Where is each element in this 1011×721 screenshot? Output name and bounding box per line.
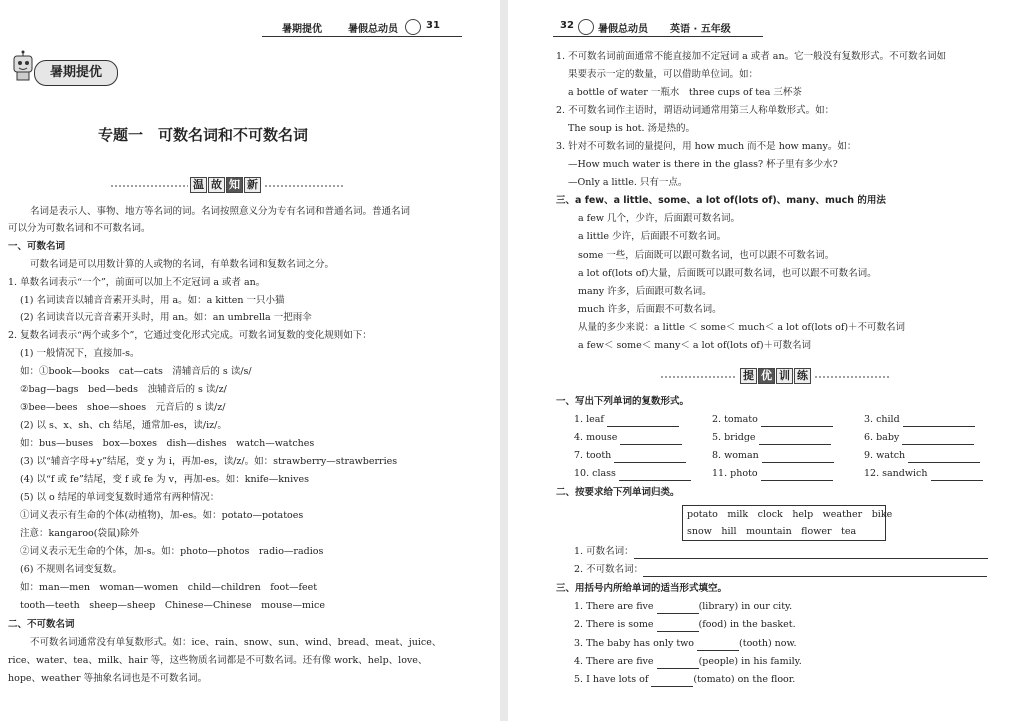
usage-line-2: a little 少许，后面跟不可数名词。: [578, 231, 727, 242]
page-gutter: [500, 0, 508, 721]
page-number: 31: [426, 20, 440, 31]
header-brand: 暑假总动员: [598, 24, 648, 35]
rule2-6-ex2: tooth—teeth sheep—sheep Chinese—Chinese mouse—mice: [20, 600, 325, 611]
ex1-item: 7. tooth: [574, 449, 686, 463]
part2-line-3: hope、weather 等抽象名词也是不可数名词。: [8, 673, 208, 684]
rule1: 1. 单数名词表示“一个”，前面可以加上不定冠词 a 或者 an。: [8, 277, 266, 288]
word-box-row: snow hill mountain flower tea: [687, 526, 857, 537]
part1-intro: 可数名词是可以用数计算的人或物的名词，有单数名词和复数名词之分。: [30, 259, 335, 270]
rule2: 2. 复数名词表示“两个或多个”，它通过变化形式完成。可数名词复数的变化规则如下：: [8, 330, 372, 341]
right-page: [508, 0, 1011, 721]
rule2-1-ex1: 如：①book—books cat—cats 清辅音后的 s 读/s/: [20, 366, 252, 377]
part3-heading: 三、a few、a little、some、a lot of(lots of)、many、much 的用法: [556, 195, 886, 206]
word-box: [682, 505, 893, 541]
answer-blank[interactable]: [657, 668, 699, 669]
intro-line-1: 名词是表示人、事物、地方等名词的词。名词按照意义分为专有名词和普通名词。普通名词: [30, 206, 411, 217]
answer-blank[interactable]: [697, 650, 739, 651]
ex1-item: 8. woman: [712, 449, 834, 463]
answer-blank[interactable]: [634, 558, 988, 559]
answer-blank[interactable]: [903, 426, 975, 427]
rule2-6-ex1: 如：man—men woman—women child—children foot—feet: [20, 582, 318, 593]
dots-left: [660, 375, 736, 381]
answer-blank[interactable]: [762, 462, 834, 463]
answer-blank[interactable]: [607, 426, 679, 427]
answer-blank[interactable]: [614, 462, 686, 463]
rule2-5-note: 注意：kangaroo(袋鼠)除外: [20, 528, 140, 539]
ex1-item: 3. child: [864, 413, 975, 427]
page-title: 专题一 可数名词和不可数名词: [98, 126, 309, 144]
rule1-b: (2) 名词读音以元音音素开头时，用 an。如：an umbrella 一把雨伞: [20, 312, 312, 323]
note-line-7: —How much water is there in the glass? 杯子里有多少水?: [568, 159, 838, 170]
header-rule: [553, 36, 763, 37]
ex1-item: 9. watch: [864, 449, 980, 463]
usage-line-5: many 许多，后面跟可数名词。: [578, 286, 712, 297]
answer-blank[interactable]: [620, 444, 682, 445]
usage-line-3: some 一些，后面既可以跟可数名词，也可以跟不可数名词。: [578, 250, 835, 261]
ex1-item: 5. bridge: [712, 431, 831, 445]
answer-blank[interactable]: [759, 444, 831, 445]
answer-blank[interactable]: [761, 426, 833, 427]
note-line-4: 2. 不可数名词作主语时，谓语动词通常用第三人称单数形式。如：: [556, 105, 835, 116]
usage-line-6: much 许多，后面跟不可数名词。: [578, 304, 722, 315]
rule2-1-ex3: ③bee—bees shoe—shoes 元音后的 s 读/z/: [20, 402, 226, 413]
note-line-3: a bottle of water 一瓶水 three cups of tea 三杯茶: [568, 87, 802, 98]
rule2-3: (3) 以“辅音字母+y”结尾，变 y 为 i，再加-es，读/z/。如：strawberry—strawberries: [20, 456, 398, 467]
rule2-1: (1) 一般情况下，直接加-s。: [20, 348, 140, 359]
mascot-icon: [405, 19, 421, 35]
ex1-item: 2. tomato: [712, 413, 833, 427]
ex3-item: 2. There is some (food) in the basket.: [574, 619, 796, 630]
ex1-item: 4. mouse: [574, 431, 682, 445]
review-heading: 温 故 知 新: [190, 177, 261, 193]
answer-blank[interactable]: [619, 480, 691, 481]
ex3-item: 4. There are five (people) in his family.: [574, 656, 802, 667]
ex2-q2: 2. 不可数名词：: [574, 563, 987, 577]
answer-blank[interactable]: [761, 480, 833, 481]
rule2-2-ex: 如：bus—buses box—boxes dish—dishes watch—watches: [20, 438, 315, 449]
note-line-5: The soup is hot. 汤是热的。: [568, 123, 696, 134]
answer-blank[interactable]: [902, 444, 974, 445]
header-brand: 暑假总动员: [348, 24, 398, 35]
ex1-heading: 一、写出下列单词的复数形式。: [556, 396, 690, 407]
answer-blank[interactable]: [651, 686, 693, 687]
rule2-5: (5) 以 o 结尾的单词变复数时通常有两种情况：: [20, 492, 220, 503]
note-line-6: 3. 针对不可数名词的量提问，用 how much 而不是 how many。如：: [556, 141, 857, 152]
dots-right: [264, 184, 344, 190]
ex3-item: 1. There are five (library) in our city.: [574, 601, 793, 612]
ex1-item: 1. leaf: [574, 413, 679, 427]
ex3-item: 5. I have lots of (tomato) on the floor.: [574, 674, 796, 685]
part2-line-1: 不可数名词通常没有单复数形式。如：ice、rain、snow、sun、wind、bread、meat、juice、: [30, 637, 442, 648]
ex2-q1: 1. 可数名词：: [574, 545, 988, 559]
training-heading: 提 优 训 练: [740, 368, 811, 384]
answer-blank[interactable]: [908, 462, 980, 463]
section-badge: 暑期提优: [34, 60, 118, 86]
note-line-8: —Only a little. 只有一点。: [568, 177, 688, 188]
header-subject: 英语 · 五年级: [670, 24, 731, 35]
ex1-item: 6. baby: [864, 431, 974, 445]
rule2-5-b: ②词义表示无生命的个体，加-s。如：photo—photos radio—radios: [20, 546, 324, 557]
rule2-5-a: ①词义表示有生命的个体(动植物)，加-es。如：potato—potatoes: [20, 510, 304, 521]
rule2-1-ex2: ②bag—bags bed—beds 浊辅音后的 s 读/z/: [20, 384, 227, 395]
rule2-6: (6) 不规则名词变复数。: [20, 564, 122, 575]
ex1-item: 11. photo: [712, 467, 833, 481]
dots-right: [814, 375, 890, 381]
part2-line-2: rice、water、tea、milk、hair 等，这些物质名词都是不可数名词。还有像 work、help、love、: [8, 655, 428, 666]
rule2-2: (2) 以 s、x、sh、ch 结尾，通常加-es，读/iz/。: [20, 420, 227, 431]
part2-heading: 二、不可数名词: [8, 619, 75, 630]
ex2-heading: 二、按要求给下列单词归类。: [556, 487, 680, 498]
ex1-item: 10. class: [574, 467, 691, 481]
ex3-heading: 三、用括号内所给单词的适当形式填空。: [556, 583, 728, 594]
note-line-2: 果要表示一定的数量，可以借助单位词。如：: [568, 69, 759, 80]
ex3-item: 3. The baby has only two (tooth) now.: [574, 638, 797, 649]
header-rule: [262, 36, 462, 37]
note-line-1: 1. 不可数名词前面通常不能直接加不定冠词 a 或者 an。它一般没有复数形式。不可数名词如: [556, 51, 947, 62]
mascot-icon: [578, 19, 594, 35]
intro-line-2: 可以分为可数名词和不可数名词。: [8, 223, 151, 234]
part1-heading: 一、可数名词: [8, 241, 66, 252]
header-section: 暑期提优: [282, 24, 322, 35]
page-number: 32: [560, 20, 574, 31]
rule1-a: (1) 名词读音以辅音音素开头时，用 a。如：a kitten 一只小猫: [20, 295, 285, 306]
answer-blank[interactable]: [643, 576, 987, 577]
rule2-4: (4) 以“f 或 fe”结尾，变 f 或 fe 为 v，再加-es。如：knife—knives: [20, 474, 310, 485]
left-page: [0, 0, 500, 721]
usage-line-8: a few＜ some＜ many＜ a lot of(lots of)＋可数名词: [578, 340, 812, 351]
dots-left: [110, 184, 188, 190]
ex1-item: 12. sandwich: [864, 467, 983, 481]
usage-line-7: 从量的多少来说：a little ＜ some＜ much＜ a lot of(lots of)＋不可数名词: [578, 322, 906, 333]
word-box-row: potato milk clock help weather bike: [687, 509, 893, 520]
answer-blank[interactable]: [657, 613, 699, 614]
answer-blank[interactable]: [931, 480, 983, 481]
usage-line-4: a lot of(lots of)大量，后面既可以跟可数名词，也可以跟不可数名词。: [578, 268, 877, 279]
usage-line-1: a few 几个，少许，后面跟可数名词。: [578, 213, 740, 224]
answer-blank[interactable]: [657, 631, 699, 632]
